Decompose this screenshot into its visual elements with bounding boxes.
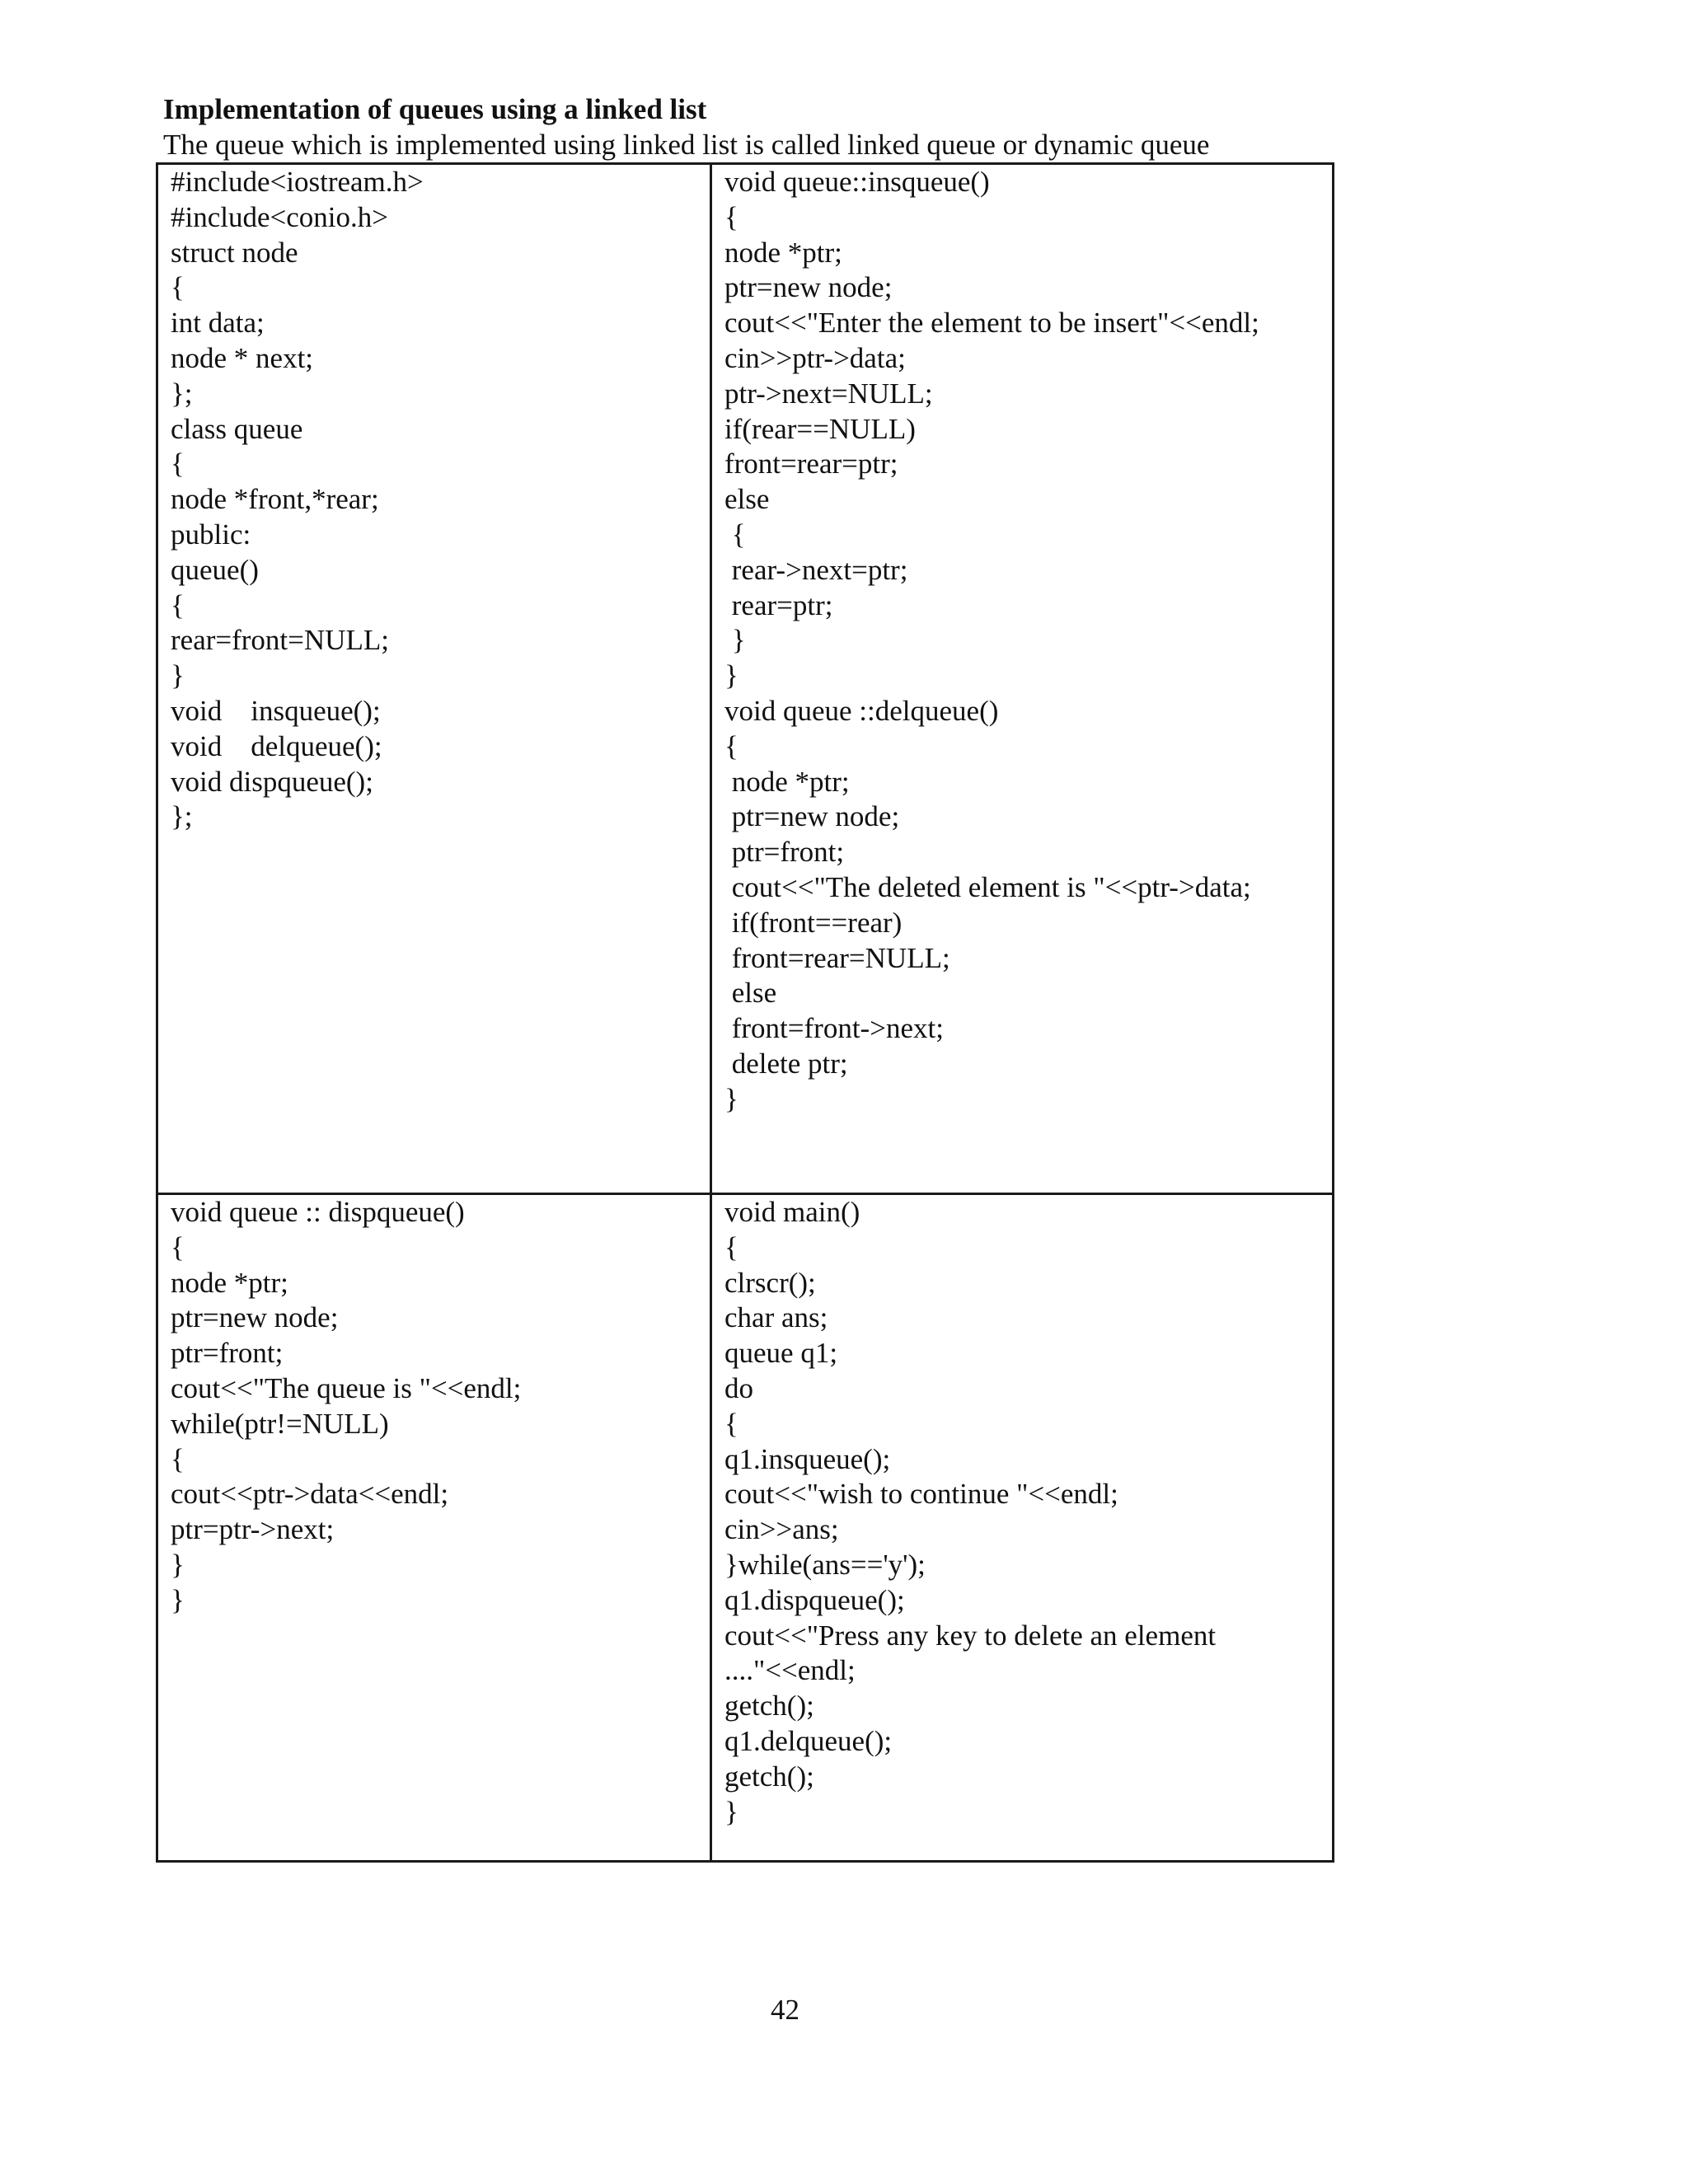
code-line: else	[724, 977, 777, 1010]
code-line: ptr=new node;	[171, 1301, 339, 1334]
code-line: node * next;	[171, 341, 314, 374]
code-line: rear=ptr;	[724, 588, 833, 621]
code-line: {	[724, 200, 738, 233]
code-line: queue q1;	[724, 1337, 838, 1370]
code-lines	[171, 165, 706, 835]
page-number: 42	[771, 1994, 799, 2026]
code-line: }	[724, 1082, 738, 1115]
code-line: {	[724, 729, 738, 762]
code-line: void queue ::delqueue()	[724, 694, 999, 727]
table-vertical-divider	[710, 165, 712, 1860]
code-lines	[171, 1195, 706, 1619]
code-line: cout<<"The queue is "<<endl;	[171, 1371, 522, 1404]
code-line: cout<<ptr->data<<endl;	[171, 1478, 449, 1511]
code-line: while(ptr!=NULL)	[171, 1407, 389, 1440]
code-line: {	[724, 518, 746, 551]
code-line: {	[171, 1442, 185, 1475]
code-line: front=front->next;	[724, 1012, 944, 1045]
code-line: rear->next=ptr;	[724, 553, 908, 586]
code-line: front=rear=ptr;	[724, 448, 898, 480]
code-line: void queue :: dispqueue()	[171, 1196, 465, 1228]
code-line: {	[171, 588, 185, 621]
code-line: do	[724, 1371, 753, 1404]
code-line: ...."<<endl;	[724, 1654, 856, 1687]
code-line: if(front==rear)	[724, 906, 903, 939]
code-cell-main	[724, 1195, 1330, 1863]
code-line: int data;	[171, 307, 265, 340]
code-line: node *ptr;	[724, 765, 850, 798]
code-line: q1.insqueue();	[724, 1442, 891, 1475]
code-line: cin>>ans;	[724, 1513, 839, 1546]
code-line: };	[171, 377, 193, 410]
code-line: q1.delqueue();	[724, 1724, 893, 1757]
code-line: }	[724, 659, 738, 692]
code-line: {	[724, 1230, 738, 1263]
code-line: char ans;	[724, 1301, 828, 1334]
code-line: ptr=new node;	[724, 800, 900, 833]
code-line: q1.dispqueue();	[724, 1583, 905, 1616]
code-line: }	[724, 624, 746, 657]
code-line: }	[724, 1795, 738, 1828]
code-line: cin>>ptr->data;	[724, 341, 906, 374]
code-line: cout<<"Press any key to delete an element	[724, 1619, 1217, 1652]
code-line: }while(ans=='y');	[724, 1548, 926, 1581]
code-line: }	[171, 1548, 185, 1581]
code-line: {	[171, 271, 185, 304]
code-line: ptr->next=NULL;	[724, 377, 933, 410]
code-line: getch();	[724, 1760, 814, 1793]
code-line: front=rear=NULL;	[724, 941, 950, 974]
code-line: ptr=front;	[171, 1337, 284, 1370]
code-line: struct node	[171, 236, 298, 269]
code-cell-insqueue-delqueue	[724, 165, 1330, 1191]
code-line: {	[171, 1230, 185, 1263]
code-line: ptr=ptr->next;	[171, 1513, 335, 1546]
code-line: if(rear==NULL)	[724, 412, 916, 445]
code-line: ptr=front;	[724, 836, 845, 869]
code-line: delete ptr;	[724, 1047, 848, 1080]
code-cell-struct-and-class	[171, 165, 706, 1191]
code-line: void delqueue();	[171, 729, 382, 762]
code-line: void insqueue();	[171, 694, 381, 727]
code-line: };	[171, 800, 193, 833]
code-cell-dispqueue	[171, 1195, 706, 1863]
code-line: ptr=new node;	[724, 271, 893, 304]
code-line: cout<<"Enter the element to be insert"<<endl;	[724, 307, 1259, 340]
code-line: node *front,*rear;	[171, 483, 379, 516]
code-line: cout<<"wish to continue "<<endl;	[724, 1478, 1118, 1511]
code-line: getch();	[724, 1690, 814, 1722]
code-line: }	[171, 1583, 185, 1616]
code-line: #include<iostream.h>	[171, 166, 424, 198]
intro-text: The queue which is implemented using linked list is called linked queue or dynamic queue	[163, 129, 1210, 161]
code-line: {	[171, 448, 185, 480]
code-line: void queue::insqueue()	[724, 166, 990, 198]
code-lines	[724, 1195, 1330, 1830]
code-line: queue()	[171, 553, 259, 586]
code-line: clrscr();	[724, 1266, 816, 1299]
code-line: class queue	[171, 412, 303, 445]
section-heading: Implementation of queues using a linked list	[163, 93, 707, 125]
code-line: node *ptr;	[171, 1266, 288, 1299]
code-line: void main()	[724, 1196, 860, 1228]
code-line: void dispqueue();	[171, 765, 373, 798]
code-line: cout<<"The deleted element is "<<ptr->data;	[724, 870, 1251, 903]
code-line: rear=front=NULL;	[171, 624, 389, 657]
code-line: #include<conio.h>	[171, 200, 389, 233]
code-line: }	[171, 659, 185, 692]
code-line: {	[724, 1407, 738, 1440]
code-table	[156, 162, 1334, 1863]
code-line: public:	[171, 518, 251, 551]
code-lines	[724, 165, 1330, 1118]
code-line: else	[724, 483, 770, 516]
code-line: node *ptr;	[724, 236, 842, 269]
